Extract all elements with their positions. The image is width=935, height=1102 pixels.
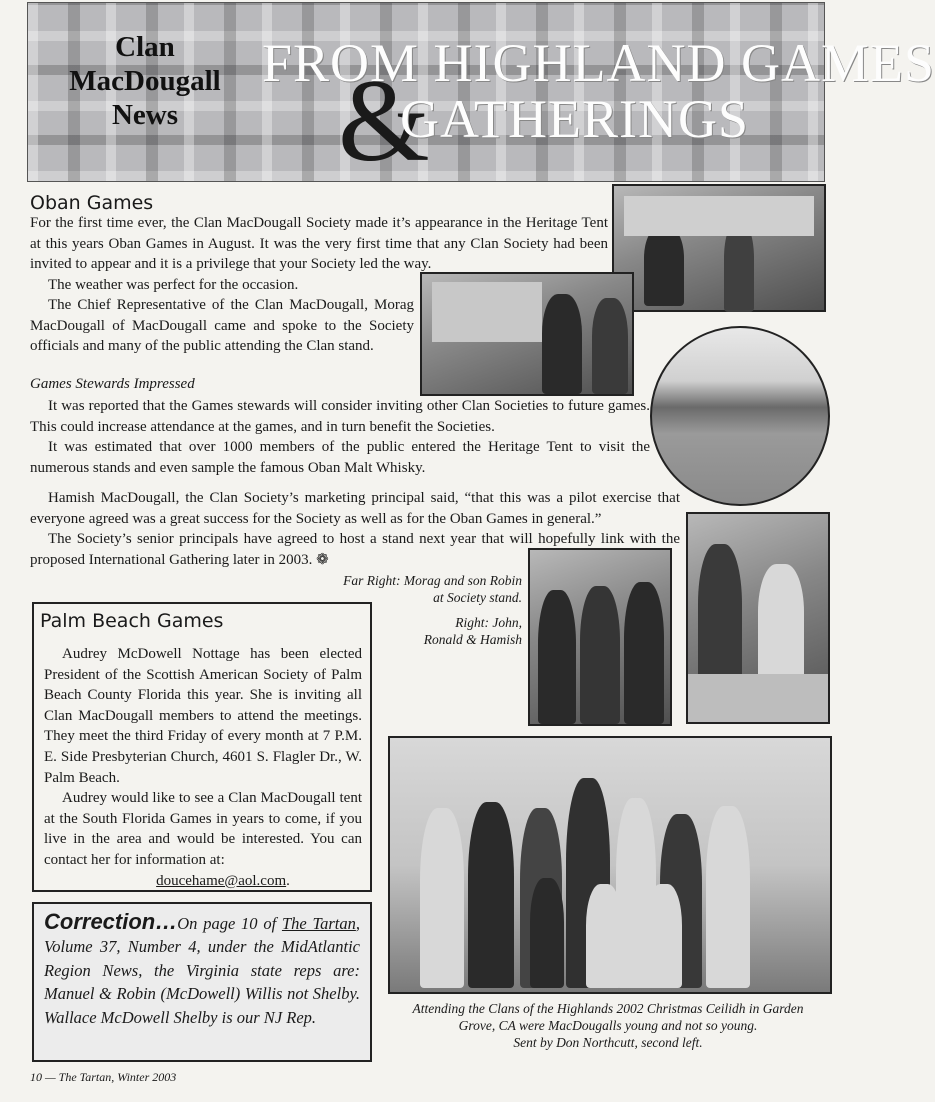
caption-line: Ronald & Hamish [423,632,522,647]
clan-line: Clan [115,31,175,63]
palm-paragraph: Audrey would like to see a Clan MacDougall tent at the South Florida Games in years to come, if you live in the area and would be interested. You can contact her for information at: [44,790,362,868]
oban-paragraph: The Chief Representative of the Clan MacDougall, Morag MacDougall of MacDougall came and spoke to the Society officials and many of the public attending the Clan stand. [30,297,414,355]
palm-paragraph: Audrey McDowell Nottage has been elected President of the Scottish American Society of Palm Beach County Florida this year. She is inviting all Clan MacDougall members to attend the meetings. They meet the third Friday of every month at 7 P.M. E. Side Presbyterian Church, 4601 S. Flagler Dr., W. Palm Beach. [44,646,362,786]
correction-lead: Correction… [44,909,178,934]
oban-paragraph: It was estimated that over 1000 members of the public entered the Heritage Tent to visit the numerous stands and even sample the famous Oban Malt Whisky. [30,439,650,476]
caption-line: at Society stand. [433,590,522,605]
publication-name: The Tartan [281,914,356,933]
macdougall-line: MacDougall [69,65,221,97]
banner-title-line1: FROM HIGHLAND GAMES [262,33,935,93]
oban-heading: Oban Games [30,192,154,214]
caption-line: Grove, CA were MacDougalls young and not so young. [458,1018,758,1033]
photo-games-field [650,326,830,506]
email-period: . [286,872,290,889]
photo-ceilidh-group [388,736,832,994]
photo-john-ronald-hamish [528,548,672,726]
oban-paragraph: The weather was perfect for the occasion. [48,276,299,293]
email-line [44,871,362,892]
correction-text [44,910,360,1029]
caption-right [380,614,522,648]
palm-body [44,644,362,891]
end-mark-icon: ❁ [316,551,329,568]
caption-line: Far Right: Morag and son Robin [343,573,522,588]
palm-heading: Palm Beach Games [40,610,224,632]
banner-ampersand: & [338,55,430,186]
email-link[interactable]: doucehame@aol.com [156,872,287,889]
caption-line: Sent by Don Northcutt, second left. [513,1035,703,1050]
oban-paragraph: For the first time ever, the Clan MacDougall Society made it’s appearance in the Heritage Tent at this years Oban Games in August. It was the very first time that any Clan Society had been invited to appear and it is a privilege that your Society led the way. [30,215,608,273]
banner-title-line2: GATHERINGS [400,89,750,149]
photo-morag-robin [420,272,634,396]
page-footer: 10 — The Tartan, Winter 2003 [30,1070,177,1084]
oban-chief-paragraph [30,295,414,357]
correction-part-b: , Volume 37, Number 4, under the MidAtlantic Region News, the Virginia state reps are: Manuel & Robin (McDowell) Willis not Shelby. Wallace McDowell Shelby is our NJ Rep. [44,914,361,1027]
stewards-subheading: Games Stewards Impressed [30,376,195,392]
oban-closing-text: The Society’s senior principals have agreed to host a stand next year that will hopefully link with the proposed International Gathering later in 2003. [30,531,680,568]
caption-far-right [300,572,522,606]
oban-paragraph: Hamish MacDougall, the Clan Society’s marketing principal said, “that this was a pilot exercise that everyone agreed was a great success for the Society as well as for the Oban Games in general.” [30,490,680,527]
clan-news-logo [55,30,235,132]
caption-line: Right: John, [455,615,522,630]
group-photo-caption [388,1000,828,1051]
news-line: News [111,99,179,131]
caption-line: Attending the Clans of the Highlands 2002 Christmas Ceilidh in Garden [412,1001,804,1016]
correction-part-a: On page 10 of [177,914,282,933]
photo-morag-stand [686,512,830,724]
oban-paragraph: It was reported that the Games stewards will consider inviting other Clan Societies to future games. This could increase attendance at the games, and in turn benefit the Societies. [30,398,650,435]
photo-society-stand [612,184,826,312]
oban-stewards-block [30,396,650,478]
